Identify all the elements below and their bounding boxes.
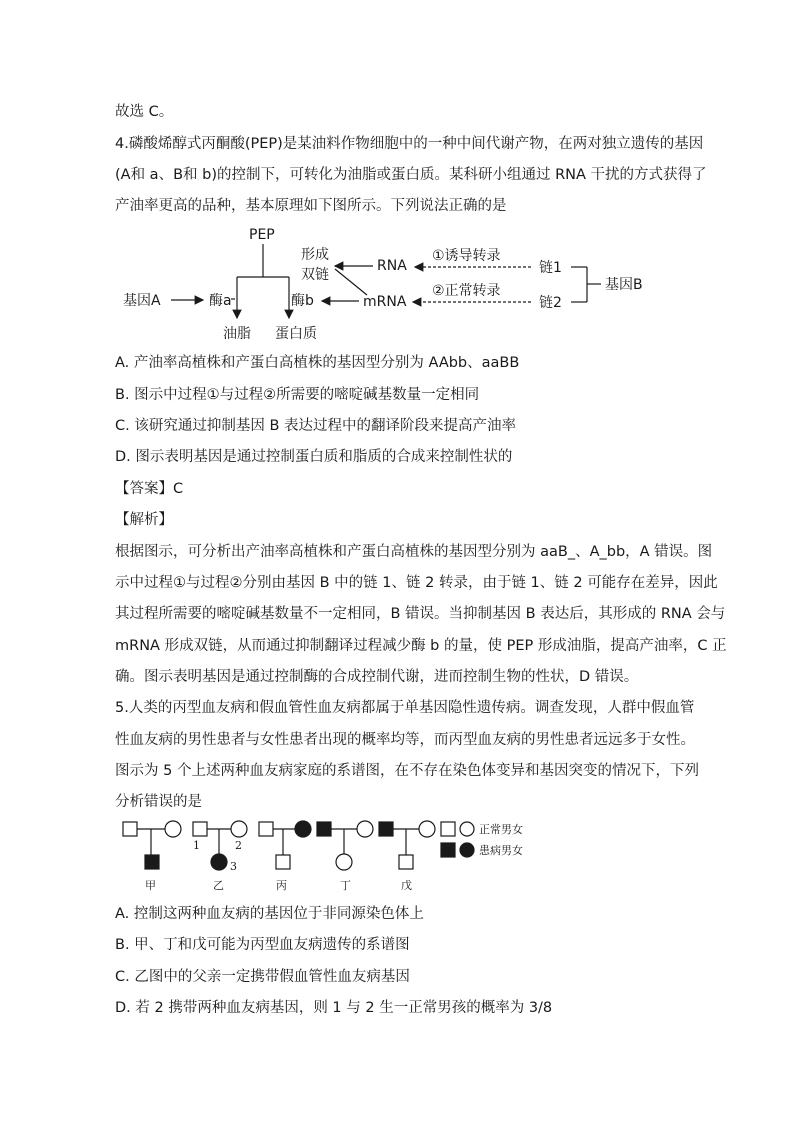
gene-a-label: 基因A — [123, 293, 161, 309]
protein-label: 蛋白质 — [275, 326, 317, 342]
pedigree-num-1: 1 — [193, 839, 200, 852]
q4-stem-line-2: (A和 a、B和 b)的控制下，可转化为油脂或蛋白质。某科研小组通过 RNA 干扰的方式获得了 — [115, 167, 707, 183]
q4-answer: 【答案】C — [115, 481, 184, 497]
process-2-label: ②正常转录 — [432, 283, 501, 299]
q4-analysis-line-2: 示中过程①与过程②分别由基因 B 中的链 1、链 2 转录，由于链 1、链 2 可能存在差异，因此 — [115, 575, 718, 591]
process-1-label: ①诱导转录 — [432, 248, 501, 264]
q4-option-a: A. 产油率高植株和产蛋白高植株的基因型分别为 AAbb、aaBB — [115, 355, 520, 371]
q5-option-b: B. 甲、丁和戊可能为丙型血友病遗传的系谱图 — [115, 937, 410, 953]
q5-stem-line-2: 性血友病的男性患者与女性患者出现的概率均等，而丙型血友病的男性患者远远多于女性。 — [115, 732, 695, 748]
q4-analysis-line-4: mRNA 形成双链，从而通过抑制翻译过程减少酶 b 的量，使 PEP 形成油脂，提高产油率，C 正 — [115, 638, 727, 654]
pep-label: PEP — [249, 227, 275, 243]
pedigree-num-2: 2 — [235, 839, 242, 852]
q4-option-d: D. 图示表明基因是通过控制蛋白质和脂质的合成来控制性状的 — [115, 449, 513, 465]
form-ds-label-1: 形成 — [301, 247, 329, 263]
pedigree-num-3: 3 — [230, 860, 237, 873]
pedigree-diagram — [115, 815, 545, 895]
q3-conclusion: 故选 C。 — [115, 104, 174, 120]
pedigree-label-wu: 戊 — [401, 879, 412, 892]
chain-1-label: 链1 — [539, 260, 562, 276]
oil-label: 油脂 — [223, 326, 251, 342]
q4-analysis-title: 【解析】 — [115, 512, 173, 528]
form-ds-label-2: 双链 — [301, 267, 329, 283]
q4-analysis-line-3: 其过程所需要的嘧啶碱基数量不一定相同，B 错误。当抑制基因 B 表达后，其形成的 RNA 会与 — [115, 606, 726, 622]
q4-stem-line-1: 4.磷酸烯醇式丙酮酸(PEP)是某油料作物细胞中的一种中间代谢产物，在两对独立遗传的基因 — [115, 136, 704, 152]
q4-analysis-line-5: 确。图示表明基因是通过控制酶的合成控制代谢，进而控制生物的性状，D 错误。 — [115, 669, 639, 685]
enzyme-a-label: 酶a — [209, 293, 232, 309]
enzyme-b-label: 酶b — [291, 293, 314, 309]
q4-stem-line-3: 产油率更高的品种，基本原理如下图所示。下列说法正确的是 — [115, 198, 507, 214]
gene-expression-diagram — [115, 222, 675, 347]
q5-stem-line-4: 分析错误的是 — [115, 794, 202, 810]
legend-affected: 患病男女 — [479, 844, 523, 857]
q5-option-a: A. 控制这两种血友病的基因位于非同源染色体上 — [115, 906, 424, 922]
legend-normal: 正常男女 — [479, 823, 523, 836]
q4-option-c: C. 该研究通过抑制基因 B 表达过程中的翻译阶段来提高产油率 — [115, 418, 517, 434]
chain-2-label: 链2 — [539, 295, 562, 311]
rna-label: RNA — [377, 258, 407, 274]
pedigree-label-jia: 甲 — [145, 879, 156, 892]
pedigree-label-yi: 乙 — [213, 879, 224, 892]
mrna-label: mRNA — [363, 294, 407, 310]
q5-stem-line-3: 图示为 5 个上述两种血友病家庭的系谱图，在不存在染色体变异和基因突变的情况下，下列 — [115, 763, 699, 779]
q4-analysis-line-1: 根据图示，可分析出产油率高植株和产蛋白高植株的基因型分别为 aaB_、A_bb，A 错误。图 — [115, 544, 713, 560]
q5-option-c: C. 乙图中的父亲一定携带假血管性血友病基因 — [115, 969, 410, 985]
gene-b-label: 基因B — [605, 277, 643, 293]
pedigree-label-bing: 丙 — [276, 879, 287, 892]
q5-stem-line-1: 5.人类的丙型血友病和假血管性血友病都属于单基因隐性遗传病。调查发现，人群中假血管 — [115, 700, 695, 716]
q5-option-d: D. 若 2 携带两种血友病基因，则 1 与 2 生一正常男孩的概率为 3/8 — [115, 1000, 553, 1016]
q4-option-b: B. 图示中过程①与过程②所需要的嘧啶碱基数量一定相同 — [115, 387, 480, 403]
pedigree-label-ding: 丁 — [340, 879, 351, 892]
